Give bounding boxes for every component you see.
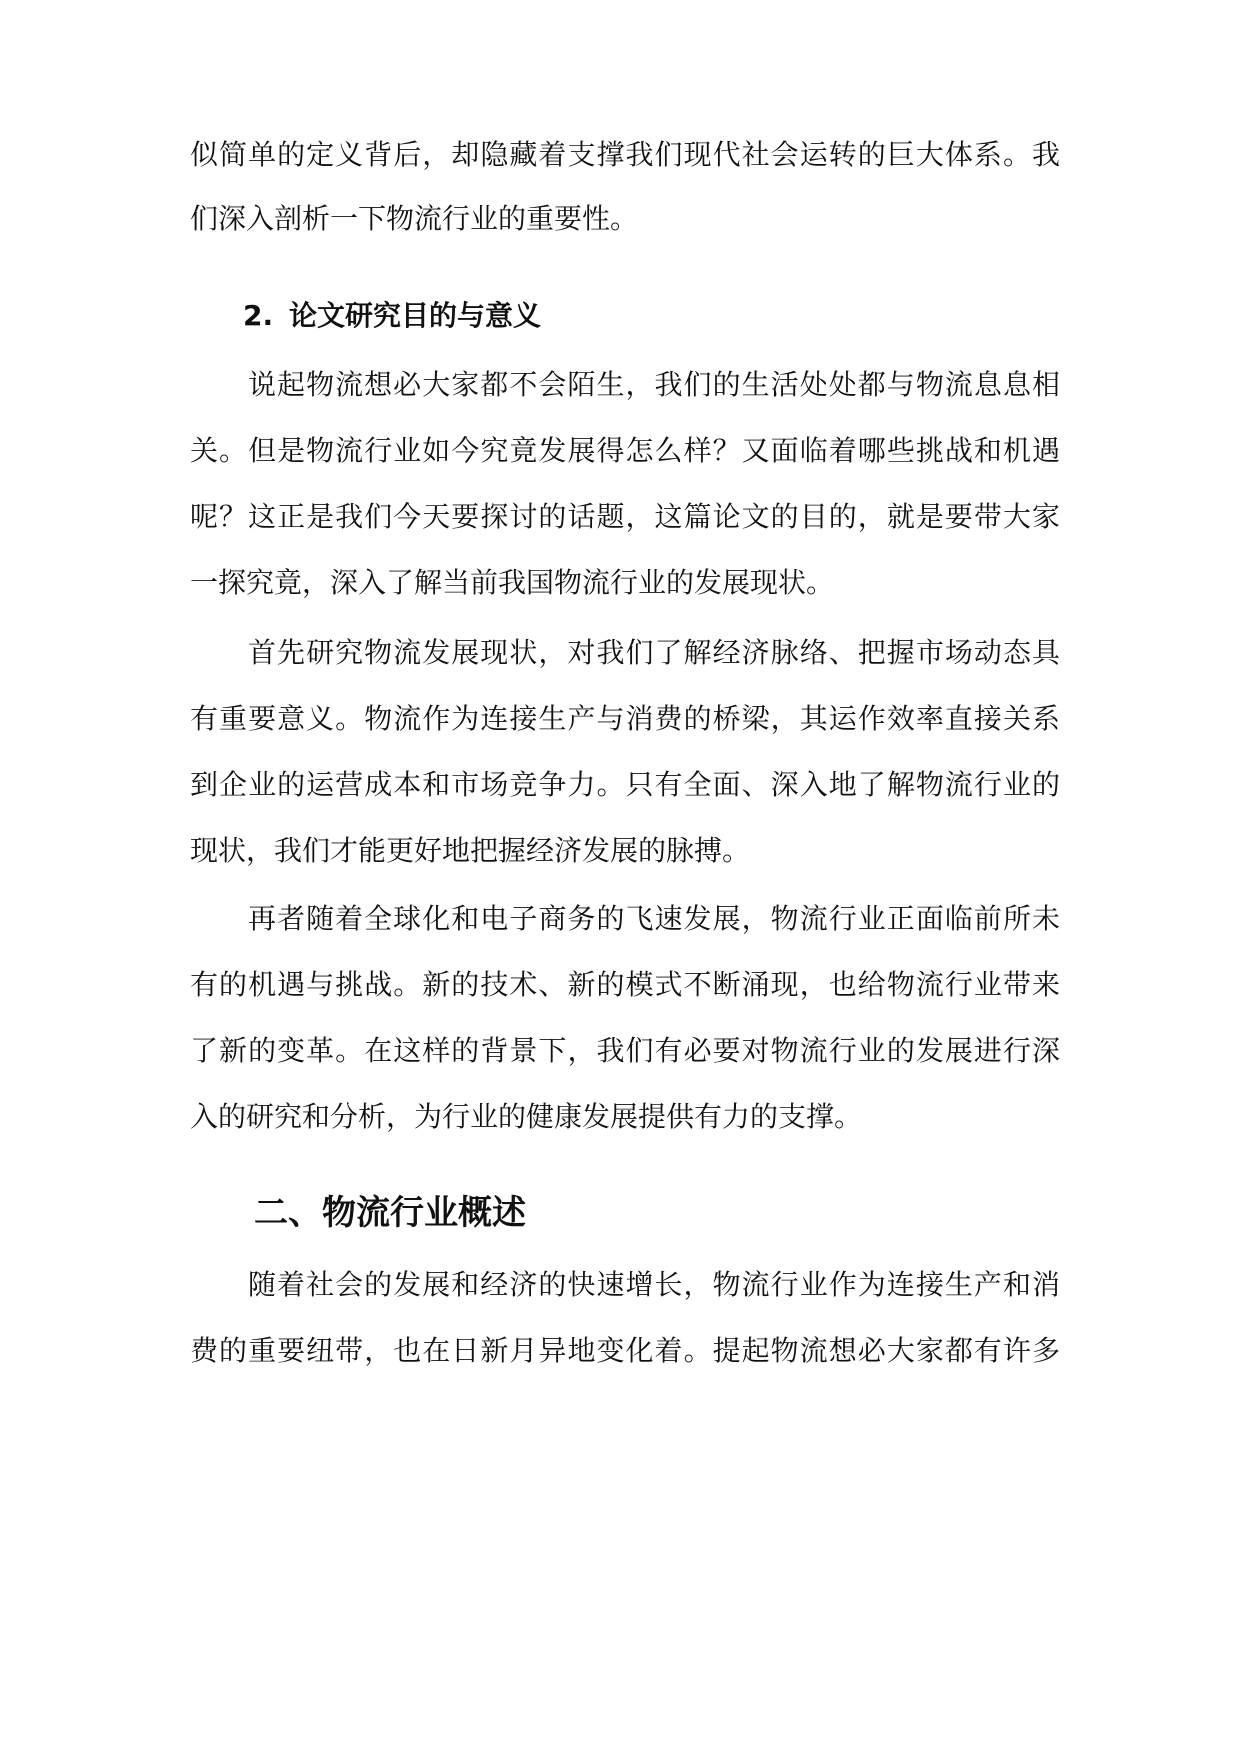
paragraph-3-line-3: 了新的变革。在这样的背景下，我们有必要对物流行业的发展进行深 <box>190 1034 1060 1067</box>
paragraph-4-line-1: 随着社会的发展和经济的快速增长，物流行业作为连接生产和消 <box>248 1268 1060 1301</box>
chapter-heading: 二、物流行业概述 <box>254 1193 526 1233</box>
paragraph-2-line-2: 有重要意义。物流作为连接生产与消费的桥梁，其运作效率直接关系 <box>190 702 1060 735</box>
paragraph-4-line-2: 费的重要纽带，也在日新月异地变化着。提起物流想必大家都有许多 <box>190 1334 1060 1367</box>
section-number: 2. <box>243 299 274 332</box>
section-heading <box>243 296 541 336</box>
section-title: 论文研究目的与意义 <box>289 299 542 332</box>
paragraph-3-line-1: 再者随着全球化和电子商务的飞速发展，物流行业正面临前所未 <box>248 902 1060 935</box>
paragraph-3-line-2: 有的机遇与挑战。新的技术、新的模式不断涌现，也给物流行业带来 <box>190 968 1060 1001</box>
paragraph-3-line-4: 入的研究和分析，为行业的健康发展提供有力的支撑。 <box>190 1100 863 1133</box>
paragraph-2-line-3: 到企业的运营成本和市场竞争力。只有全面、深入地了解物流行业的 <box>190 768 1060 801</box>
paragraph-1-line-3: 呢？这正是我们今天要探讨的话题，这篇论文的目的，就是要带大家 <box>190 500 1060 533</box>
paragraph-2-line-1: 首先研究物流发展现状，对我们了解经济脉络、把握市场动态具 <box>248 636 1060 669</box>
intro-line-1: 似简单的定义背后，却隐藏着支撑我们现代社会运转的巨大体系。我 <box>190 138 1060 171</box>
intro-line-2: 们深入剖析一下物流行业的重要性。 <box>190 202 639 235</box>
paragraph-1-line-2: 关。但是物流行业如今究竟发展得怎么样？又面临着哪些挑战和机遇 <box>190 434 1060 467</box>
paragraph-2-line-4: 现状，我们才能更好地把握经济发展的脉搏。 <box>190 834 751 867</box>
paragraph-1-line-4: 一探究竟，深入了解当前我国物流行业的发展现状。 <box>190 566 835 599</box>
paragraph-1-line-1: 说起物流想必大家都不会陌生，我们的生活处处都与物流息息相 <box>248 368 1060 401</box>
